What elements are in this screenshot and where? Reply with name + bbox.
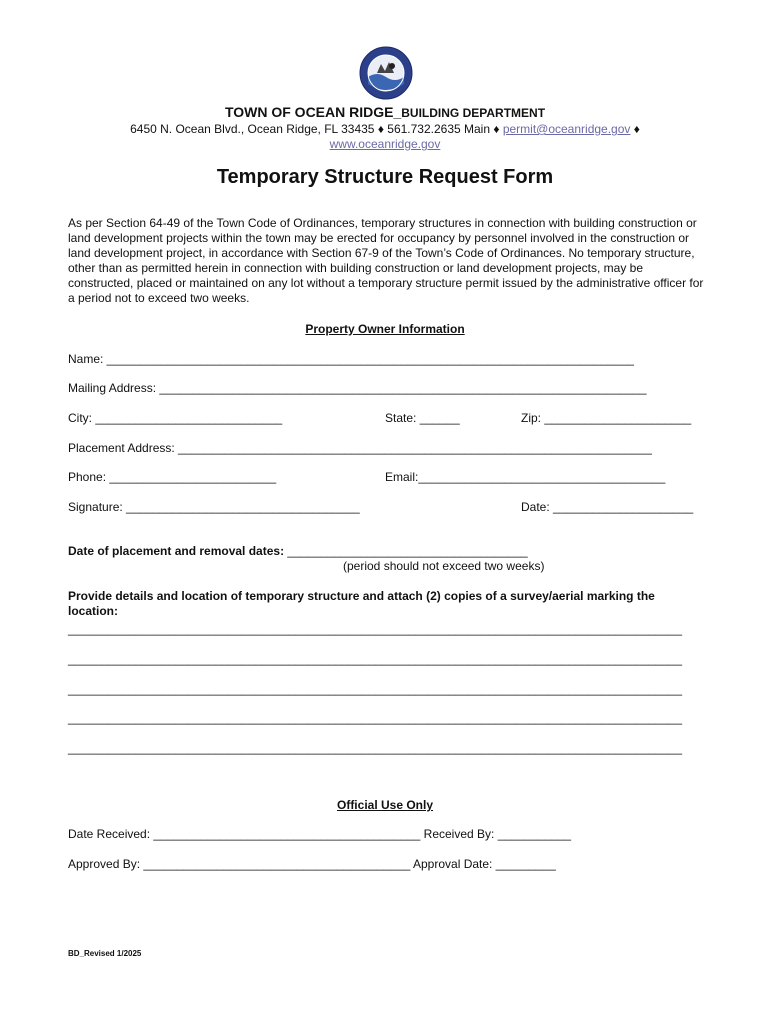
department-header bbox=[0, 104, 770, 120]
contact-line bbox=[0, 122, 770, 136]
date-received-field[interactable]: Date Received: ________________________________________ Received By: ___________ bbox=[68, 827, 572, 841]
details-line-3[interactable]: ____________________________________________________________________________________________ bbox=[68, 682, 682, 696]
details-line-2[interactable]: ____________________________________________________________________________________________ bbox=[68, 652, 682, 666]
mailing-address-field[interactable]: Mailing Address: _________________________________________________________________________ bbox=[68, 381, 647, 395]
owner-section-heading: Property Owner Information bbox=[305, 322, 465, 336]
intro-paragraph: As per Section 64-49 of the Town Code of Ordinances, temporary structures in connection with building construction or land development projects within the town may be erected for occupancy by personnel involved in the construction or land development project, in accordance with Section 67-9 of the Town’s Code of Ordinances. No temporary structure, other than as permitted herein in connection with building construction or land development projects, may be constructed, placed or maintained on any lot without a temporary structure permit issued by the administrative officer for a period not to exceed two weeks. bbox=[68, 216, 704, 305]
details-line-5[interactable]: ____________________________________________________________________________________________ bbox=[68, 741, 682, 755]
placement-dates-field[interactable] bbox=[68, 544, 528, 558]
details-line-4[interactable]: ____________________________________________________________________________________________ bbox=[68, 711, 682, 725]
email-link[interactable]: permit@oceanridge.gov bbox=[502, 122, 631, 136]
name-field[interactable]: Name: _______________________________________________________________________________ bbox=[68, 352, 634, 366]
placement-dates-blank[interactable]: ____________________________________ bbox=[284, 544, 528, 558]
state-field[interactable]: State: ______ bbox=[385, 411, 460, 425]
official-use-heading: Official Use Only bbox=[336, 798, 434, 812]
website-line bbox=[0, 137, 770, 151]
department-name: BUILDING DEPARTMENT bbox=[401, 106, 546, 120]
placement-address-field[interactable]: Placement Address: _______________________________________________________________________ bbox=[68, 441, 652, 455]
city-field[interactable]: City: ____________________________ bbox=[68, 411, 283, 425]
town-seal-logo bbox=[359, 46, 413, 100]
website-link[interactable]: www.oceanridge.gov bbox=[329, 137, 441, 151]
address-phone: 6450 N. Ocean Blvd., Ocean Ridge, FL 33435 ♦ 561.732.2635 Main ♦ bbox=[130, 122, 503, 136]
placement-dates-note: (period should not exceed two weeks) bbox=[343, 559, 545, 573]
separator: ♦ bbox=[630, 122, 640, 136]
details-line-1[interactable]: ____________________________________________________________________________________________ bbox=[68, 622, 682, 636]
signature-date-field[interactable]: Date: _____________________ bbox=[521, 500, 694, 514]
signature-field[interactable]: Signature: ___________________________________ bbox=[68, 500, 360, 514]
email-field[interactable]: Email:_____________________________________ bbox=[385, 470, 666, 484]
town-name: TOWN OF OCEAN RIDGE_ bbox=[224, 104, 402, 120]
phone-field[interactable]: Phone: _________________________ bbox=[68, 470, 277, 484]
zip-field[interactable]: Zip: ______________________ bbox=[521, 411, 692, 425]
details-question: Provide details and location of temporary structure and attach (2) copies of a survey/aerial marking the location: bbox=[68, 589, 655, 618]
form-title: Temporary Structure Request Form bbox=[216, 166, 554, 188]
approved-by-field[interactable]: Approved By: ________________________________________ Approval Date: _________ bbox=[68, 857, 556, 871]
placement-dates-label: Date of placement and removal dates: bbox=[68, 544, 285, 558]
revision-footer: BD_Revised 1/2025 bbox=[68, 949, 142, 958]
